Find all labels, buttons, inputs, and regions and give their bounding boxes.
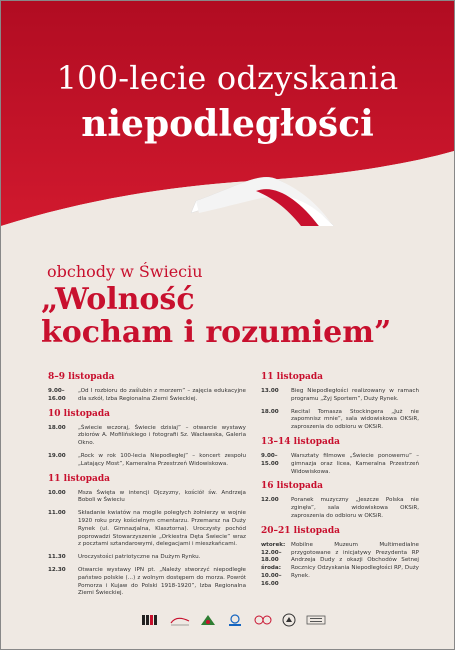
day-block [48,372,246,404]
motto [41,283,391,349]
event-time: wtorek: 12.00–18.00 środa: 10.00–16.00 [261,541,286,587]
event-row [48,388,246,404]
event-row [261,409,419,432]
event-time: 12.30 [48,566,66,573]
event-row [48,453,246,469]
event-row [261,542,419,589]
schedule-right-column [261,372,419,594]
event-description: Recital Tomasza Stockingera „Już nie zapomnisz mnie”, sala widowiskowa OKSiR, zaproszenia do odbioru w OKSiR. [291,408,419,431]
event-time: 12.00 [261,497,279,504]
event-time: 13.00 [261,388,279,394]
event-time: 10.00 [48,489,66,496]
event-time: 9.00–15.00 [261,452,279,467]
event-description: Poranek muzyczny „Jeszcze Polska nie zginęła”, sala widowiskowa OKSiR, zaproszenia do odbioru w OKSiR. [291,497,419,519]
town-crest-icon [169,613,191,627]
event-row [48,567,246,598]
event-description: Uroczystości patriotyczne na Dużym Rynku. [78,554,201,561]
day-heading: 10 listopada [48,408,110,419]
event-time: 18.00 [48,424,66,431]
event-time: 19.00 [48,452,66,459]
event-description: Składanie kwiatów na mogile poległych żołnierzy w wojnie 1920 roku przy kościelnym cmentarzu. Przemarsz na Duży Rynek (ul. Gimnazjalna, Klasztorna). Uroczysty pochód poprowadzi Stowarzyszenie „Orkiestra Dęta Świecie” wraz z pocztami sztandarowymi, delegacjami i mieszkańcami. [78,510,246,548]
zyj-sportem-logo-icon [225,613,245,627]
event-row [261,497,419,520]
event-description: „Rock w rok 100-lecia Niepodległej” – koncert zespołu „Latający Most”, Kameralna Przestrzeń Widowiskowa. [78,452,246,467]
event-description: Bieg Niepodległości realizowany w ramach programu „Żyj Sportem”, Duży Rynek. [291,388,419,402]
motto-line-1: „Wolność [41,282,195,317]
event-row [48,510,246,549]
day-block [261,526,419,589]
event-description: „Od I rozbioru do zaślubin z morzem” – zajęcia edukacyjne dla szkół, Izba Regionalna Ziemi Świeckiej. [78,388,246,402]
day-heading: 13–14 listopada [261,436,340,447]
day-heading: 8–9 listopada [48,372,115,382]
eagle-emblem-icon [281,613,297,627]
event-description: Warsztaty filmowe „Świecie ponowemu” – gimnazja oraz licea, Kameralna Przestrzeń Widowiskowa. [291,452,419,475]
day-heading: 16 listopada [261,481,323,492]
event-row [48,554,246,562]
day-block [261,481,419,520]
day-heading: 11 listopada [261,372,323,382]
ipn-logo-icon [253,613,273,627]
event-time: 9.00–16.00 [48,388,66,402]
event-description: „Świecie wczoraj, Świecie dzisiaj” – otwarcie wystawy zbiorów A. Mofilińskiego i fotografii Sz. Wacławska, Galeria Okno. [78,424,246,447]
okno-gallery-logo-icon [141,613,161,627]
event-time: 11.30 [48,554,66,561]
day-block [261,372,419,432]
sponsor-logos [141,613,327,627]
day-heading: 11 listopada [48,473,110,484]
title-line-1: 100-lecie odzyskania [56,59,399,97]
institute-logo-icon [305,613,327,627]
event-description: Msza Święta w intencji Ojczyzny, kościół św. Andrzeja Boboli w Świeciu [78,489,246,504]
day-heading: 20–21 listopada [261,525,340,536]
event-row [48,490,246,506]
motto-line-2: kocham i rozumiem” [41,315,392,350]
event-description: Mobilne Muzeum Multimedialne przygotowane z inicjatywy Prezydenta RP Andrzeja Dudy z okazji Obchodów Setnej Rocznicy Odzyskania Niepodległości RP, Duży Rynek. [291,541,419,579]
oksir-logo-icon [199,613,217,627]
event-row [261,388,419,404]
subtitle: obchody w Świeciu [47,262,203,281]
event-row [261,453,419,476]
title-line-2: niepodległości [81,103,374,145]
event-description: Otwarcie wystawy IPN pt. „Należy stworzyć niepodległe państwo polskie (...) z wolnym dostępem do morza. Powrót Pomorza i Kujaw do Polski 1918-1920”, Izba Regionalna Ziemi Świeckiej. [78,566,246,597]
day-block [261,437,419,476]
event-time: 11.00 [48,510,66,517]
event-time: 18.00 [261,408,279,415]
day-block [48,409,246,469]
schedule-left-column [48,372,246,603]
event-row [48,425,246,448]
day-block [48,474,246,599]
